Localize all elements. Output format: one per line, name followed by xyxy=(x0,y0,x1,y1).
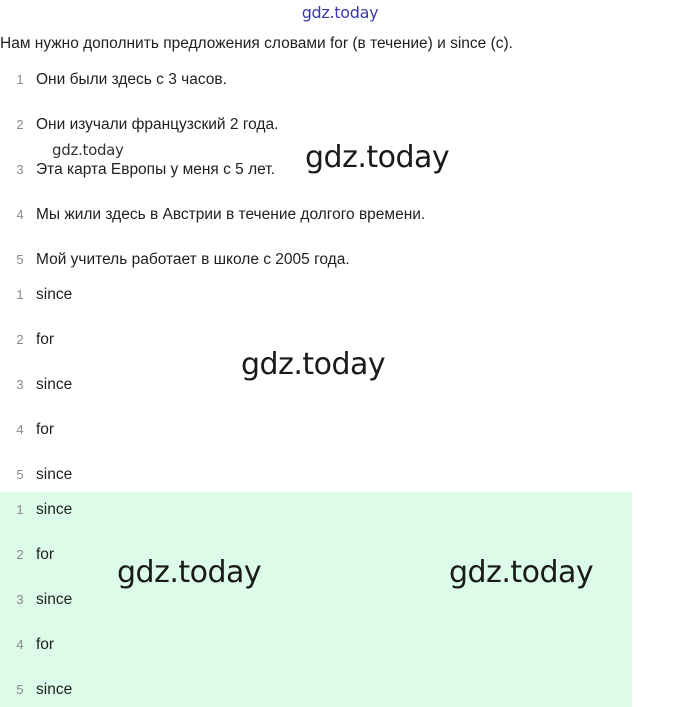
item-number: 3 xyxy=(16,377,24,392)
watermark-large: gdz.today xyxy=(241,347,386,382)
item-number: 4 xyxy=(16,637,24,652)
answer-key-box xyxy=(0,492,632,707)
answer-text: since xyxy=(36,466,73,483)
site-header-logo[interactable]: gdz.today xyxy=(301,3,379,22)
answer-key-text: for xyxy=(36,546,55,563)
answer-key-text: since xyxy=(36,681,73,698)
watermark-large: gdz.today xyxy=(305,140,450,175)
watermark-large: gdz.today xyxy=(117,555,262,590)
item-number: 2 xyxy=(16,117,24,132)
item-number: 5 xyxy=(16,682,24,697)
task-instruction: Нам нужно дополнить предложения словами for (в течение) и since (с). xyxy=(0,35,513,52)
sentence-text: Они были здесь с 3 часов. xyxy=(36,71,227,88)
sentence-text: Эта карта Европы у меня с 5 лет. xyxy=(36,161,275,178)
item-number: 3 xyxy=(16,162,24,177)
item-number: 3 xyxy=(16,592,24,607)
item-number: 1 xyxy=(16,72,24,87)
answer-key-text: since xyxy=(36,501,73,518)
item-number: 1 xyxy=(16,502,24,517)
item-number: 2 xyxy=(16,332,24,347)
item-number: 5 xyxy=(16,467,24,482)
item-number: 1 xyxy=(16,287,24,302)
answer-text: for xyxy=(36,421,55,438)
answer-text: for xyxy=(36,331,55,348)
sentence-text: Они изучали французский 2 года. xyxy=(36,116,279,133)
sentence-text: Мы жили здесь в Австрии в течение долгого времени. xyxy=(36,206,426,223)
watermark-large: gdz.today xyxy=(449,555,594,590)
sentence-text: Мой учитель работает в школе с 2005 года. xyxy=(36,251,350,268)
watermark-small: gdz.today xyxy=(52,141,124,159)
answer-key-text: for xyxy=(36,636,55,653)
item-number: 4 xyxy=(16,207,24,222)
answer-text: since xyxy=(36,376,73,393)
answer-text: since xyxy=(36,286,73,303)
item-number: 2 xyxy=(16,547,24,562)
item-number: 5 xyxy=(16,252,24,267)
answer-key-text: since xyxy=(36,591,73,608)
item-number: 4 xyxy=(16,422,24,437)
